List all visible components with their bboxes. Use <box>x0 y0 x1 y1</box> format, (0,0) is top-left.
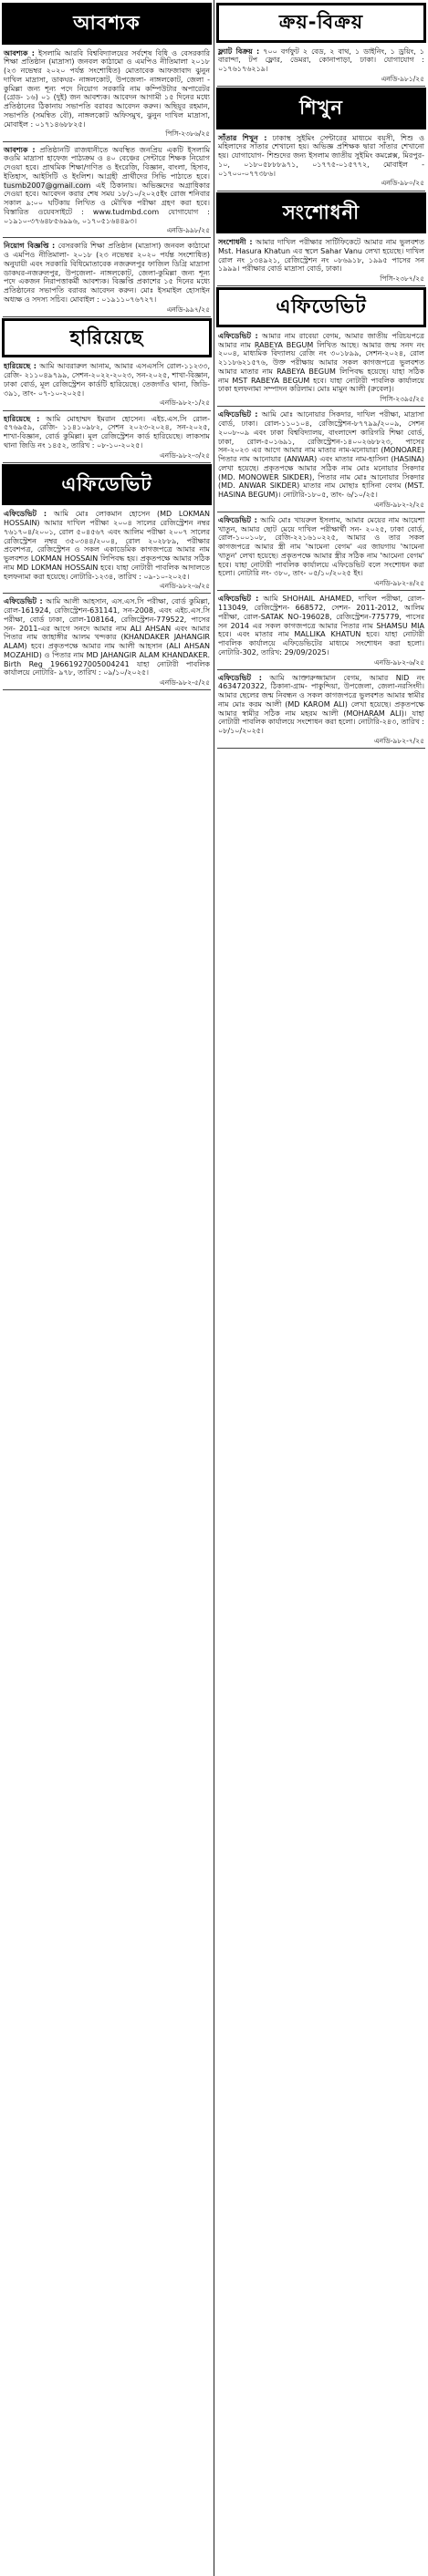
ad-wanted-1 <box>3 47 211 142</box>
ad-code: এনডি-৯৮২-৭/২৫ <box>373 736 424 745</box>
ad-affidavit-right-1 <box>217 330 425 407</box>
ad-code: এনডি-৯৮১/২৫ <box>381 74 424 83</box>
ad-text: আমি SHOHAIL AHAMED, দাখিল পরীক্ষা, রোল- 113049, রেজিস্ট্রেশন- 668572, সেশন- 2011-2012, আলিম পরীক্ষা, রোল-SATAK NO-196028, রেজিস্ট্রেশন-775779, পাসের সন 2014 এর সকল কাগজপত্রে আমার পিতার নাম SHAMSU MIA হবে। এবং মাতার নাম MALLIKA KHATUN হবে। যাহা নোটারী পাবলিক কার্যালয়ে এফিডেভিটের মাধ্যমে সংশোধন করা হলো। নোটারি-302, তারিখ: 29/09/2025। <box>218 595 427 657</box>
ad-code: পিসি-২৩৮৬/২৫ <box>165 129 210 139</box>
ad-heading: এফিডেভিট : <box>4 597 43 606</box>
ad-code: এনডি-৯৮২-৪/২৫ <box>373 579 424 588</box>
ad-heading: এফিডেভিট : <box>218 515 257 524</box>
ad-text: আমার দাখিল পরীক্ষার সার্টিফিকেটে আমার নাম ভুলবশত Mst. Hasura Khatun এর স্থলে Sahar Vanu লেখা হয়েছে। দাখিল রোল নং ১৩৪৯২১, রেজিস্ট্রেশন নং ০৮৬৯১৮, ১৯৯৫ পাসের সন ১৯৯৯। পরীক্ষার বোর্ড মাদ্রাসা বোর্ড, ঢাকা। <box>218 238 427 274</box>
ad-text: ঢাকাস্থ সুইমিং সেন্টারের মাধ্যমে বয়সী, শিশু ও মহিলাদের সাঁতার শেখানো হয়। অভিজ্ঞ প্রশিক্ষক দ্বারা সাঁতার শেখানো হয়। যোগাযোগ- শিশুদের জন্য ইসলাম জাতীয় সুইমিং কমপ্লেক্স, মিরপুর- ১০, ০১৮০৫৮৮৮৯৭১, ০১৭৭৫-০১৫৭৭২, মোবাইল - ০১৭০০-০৭৭৩৮৬। <box>218 133 427 178</box>
ad-wanted-3 <box>3 240 211 316</box>
ad-code: এনডি-৯৮২-৬/২৫ <box>159 582 210 591</box>
ad-affidavit-right-3 <box>217 514 425 591</box>
ad-text: আমি আলী আহসান, এস.এস.সি পরীক্ষা, বোর্ড কুমিল্লা, রোল-161924, রেজিস্ট্রেশন-631141, সন-2008, এবং এইচ.এস.সি পরীক্ষা, বোর্ড ঢাকা, রোল-108164, রেজিস্ট্রেশন-779522, পাসের সন- 2011-এর আগে সনদে আমার নাম ALI AHSAN এবং আমার পিতার নাম জাহাঙ্গীর আলম খন্দকার (KHANDAKER JAHANGIR ALAM) হবে। প্রকৃতপক্ষে আমার নাম আলী আহসান (ALI AHSAN MOZAHID) ও পিতার নাম MD JAHANGIR ALAM KHANDAKER. Birth Reg 19661927005004241 যাহা নোটারী পাবলিক কার্যালয়ে নোটারি- ৯৭৮, তারিখ : ০৯/১০/২০২৫। <box>4 597 213 678</box>
ad-code: এনডি-৯৮২-৫/২৫ <box>159 678 210 688</box>
ad-text: ইসলামি আরবি বিশ্ববিদ্যালয়ের সর্বশেষ বিধি ও বেসরকারি শিক্ষা প্রতিষ্ঠান (মাদ্রাসা) জনবল কাঠামো ও এমপিও নীতিমালা ২০১৮ (২৩ নভেম্বর ২০২০ পর্যন্ত সংশোধিত) মোতাবেক আফজাবাদ ঝুনুন দাখিল মাদ্রাসা, ডাকঘর- নাঙ্গলকোট, উপজেলা- নাঙ্গলকোট, জেলা - কুমিল্লা জন্য শূন্য পদে নিয়োগ সরকারি নাম কম্পিউটার অপারেটর (গ্রেড- ১৬) ০১ (দুই) জন আবশ্যক। আবেদন আগামী ১৫ দিনের মধ্যে প্রতিষ্ঠানের ঠিকানায় সভাপতি বরাবর আবেদন করুন। অছিয়ূর রহমান, সভাপতি (সমন্বিত বৌ), নাঙ্গলকোট অফিসমুখ, ঝুনুন দাখিল মাদ্রাসা, মোবাইল : ০১৭১৪৬৮৮২৫। <box>4 48 213 129</box>
ad-text: আমি আক্তারুজ্জামান বেগম, আমার NID নং 4634720322, ঠিকানা-গ্রাম- পাকুন্দিয়া, উপজেলা, জেলা-নরসিংদী। আমার ছেলের জন্ম নিবন্ধন ও সকল কাগজপত্রে ভুলবশত আমার স্বামীর নাম মোঃ করম আলী (MD KAROM ALI) লেখা হয়েছে। প্রকৃতপক্ষে আমার স্বামীর সঠিক নাম মহরম আলী (MOHARAM ALI)। যাহা নোটারী পাবলিক কার্যালয়ে সংশোধন করা হলো। নোটারি-২৪৩, তারিখ : ০৮/১০/২০২৫। <box>218 673 427 736</box>
ad-code: পিসি-২৩৮৭/২৫ <box>380 274 424 284</box>
ad-heading: হারিয়েছে : <box>4 362 37 371</box>
ad-heading: আবশ্যক : <box>4 48 35 57</box>
ad-wanted-2 <box>3 144 211 239</box>
left-column <box>3 2 211 2573</box>
ad-text: বেসরকারি শিক্ষা প্রতিষ্ঠান (মাদ্রাসা) জনবল কাঠামো ও এমপিও নীতিমালা- ২০১৮ (২৩ নভেম্বর ২০২০ পর্যন্ত সংশোধিত) অনুযায়ী এবং সরকারি বিধিমোতাবেক নজরুলপুর ফাজিল ডিগ্রি মাদ্রাসা ডাকঘর-নজরুলপুর, উপজেলা- নাঙ্গলকোট, জেলা-কুমিল্লা জন্য শূন্য পদে একজন নিরাপত্তাকর্মী আবশ্যক। বিজ্ঞপ্তি প্রকাশের ১৫ দিনের মধ্যে প্রতিষ্ঠানের সভাপতি বরাবর আবেদন করুন। মোঃ ইসমাইল হোসাইন অধ্যক্ষ ও সদস্য সচিব। মোবাইল : ০১৯১১০৭৬৭২৭। <box>4 242 213 304</box>
ad-text: আমি মোহাম্মদ ইমরান হোসেন। এইচ.এস.সি রোল- ৫৭৬৯৫৯, রেজি- ১১৪১০৯৮২, সেশন ২০২৩-২০২৪, সন-২০২৫, শাখা-বিজ্ঞান, বোর্ড কুমিল্লা। মূল রেজিস্ট্রেশন কার্ড হারিয়েছে। লাকসাম থানা জিডি নং ১৪৫২, তারিখ : ০৮-১০-২০২৫। <box>4 414 213 450</box>
section-banner-affidavit-right: এফিডেভিট <box>217 288 425 326</box>
ad-text: আমি মোঃ খায়রুল ইসলাম, আমার মেয়ের নাম আয়েশা খাতুন, আমার ছোট মেয়ে দাখিল পরীক্ষার্থী সন- ২০২৫, ঢাকা বোর্ড, রোল-১০০১০৮, রেজি-২২১৬১০২২৫, আমার ও তার সকল কাগজপত্রে আমার স্ত্রী নাম 'আমেনা বেগম' এর জায়গায় 'আমেনা খাতুন' লেখা হয়েছে। প্রকৃতপক্ষে আমার স্ত্রীর সঠিক নাম 'আমেনা বেগম' হবে। যাহা নোটারী পাবলিক কার্যালয়ে এফিডেভিট বলে সংশোধন করা হলো। নোটারি নং- ৩৮০, তাং- ০৫/১০/২০২৫ ইং। <box>218 515 427 578</box>
section-banner-buy-sell: ক্রয়-বিক্রয় <box>217 4 425 42</box>
ad-learn-1 <box>217 132 425 191</box>
ad-heading: সংশোধনী : <box>218 238 253 247</box>
ad-affidavit-right-2 <box>217 409 425 512</box>
ad-text: আমার নাম রাবেয়া বেগম, আমার জাতীয় পরিচয়পত্রে আমার নাম RABEYA BEGUM লিখিত আছে। আমার জন্ম সনদ নং ২০০৪, মাধ্যমিক বিদ্যালয় রেজি নং ৩০১৮৯৯, সেশন-২০২৪, রোল ২১১৮৬২১৫৭৬, উক্ত পরীক্ষায় আমার সকল কাগজপত্রে ভুলবশত আমার মাতার নাম RABEYA BEGUM লিপিবদ্ধ হয়েছে। যাহা সঠিক নাম MST RABEYA BEGUM হবে। যাহা নোটারী পাবলিক কার্যালয়ে ঢাকা হলফনামা সম্পাদন করিলাম। মোঃ মামুন আলী (রুবেল)। <box>218 331 427 394</box>
ad-heading: এফিডেভিট : <box>218 410 258 419</box>
ad-affidavit-left-2 <box>3 595 211 690</box>
ad-code: পিসি-২৩৯৫/২৫ <box>380 395 424 404</box>
ad-heading: এফিডেভিট : <box>218 673 262 682</box>
ad-heading: এফিডেভিট : <box>4 510 47 519</box>
ad-heading: ফ্ল্যাট বিক্রয় : <box>218 47 260 56</box>
right-column <box>217 2 425 2573</box>
section-banner-affidavit-left: এফিডেভিট <box>3 465 211 505</box>
ad-heading: এফিডেভিট : <box>218 595 259 604</box>
ad-text: প্রতিষ্ঠানটি রাজধানীতে অবস্থিত জনপ্রিয় একটি ইসলামি কওমি মাদ্রাসা হাফেজ পাঠ্যক্রম ও ৪০ বেঞ্চের সেন্টারে শিক্ষক নিয়োগ দেওয়া হবে। প্রাথমিক শিক্ষা/গণিত ও ইংরেজি, বিজ্ঞান, বাংলা, হিসাব, ইতিহাস, আইসিটি ও ইংলিশ। আগ্রহী প্রার্থীদের সিভি পাঠাতে হবে। <box>4 145 213 181</box>
ad-heading: আবশ্যক : <box>4 145 36 154</box>
ad-heading: নিয়োগ বিজ্ঞপ্তি : <box>4 242 56 251</box>
ad-text: আমি আবরারুল আনাম, আমার এসএসসি রোল-১১২৩৩, রেজি- ২১১০৪৯৭৯৯, সেশন-২০২২-২০২৩, সন-২০২৫, শাখা-বিজ্ঞান, ঢাকা বোর্ড, মূল রেজিস্ট্রেশন কার্ডটি হারিয়েছে। তেজগাঁও থানা, জিডি- ৩৯১, তাং- ০৭-১০-২০২৫। <box>4 362 213 398</box>
ad-correction-1 <box>217 236 425 286</box>
ad-affidavit-right-5 <box>217 672 425 749</box>
ad-lost-2 <box>3 413 211 463</box>
section-banner-lost: হারিয়েছে <box>3 319 211 357</box>
ad-code: এনডি-৯৮২-১/২৫ <box>159 398 210 408</box>
ad-email[interactable]: tusmb2007@gmail.com <box>4 181 91 190</box>
ad-text: আমি মোঃ লোকমান হোসেন (MD LOKMAN HOSSAIN) আমার দাখিল পরীক্ষা ২০০৪ সালের রেজিস্ট্রেশন নম্বর ৭৬১৭০৪/২০০১, রোল ৫০৪৫৬৭ এবং আলিম পরীক্ষা ২০০৭ সালের রেজিস্ট্রেশন নম্বর ৩৫০৩৪৪/২০০৪, রোল ২০২৮৮৯, পরীক্ষার প্রবেশপত্র, রেজিস্ট্রেশন ও সকল একাডেমিক কাগজপত্রে আমার নাম ভুলবশত LOKMAN HOSSAIN লিপিবদ্ধ হয়। প্রকৃতপক্ষে আমার সঠিক নাম MD LOKMAN HOSSAIN হবে। যাহা নোটারী পাবলিক আদালতে হলফনামা করা হয়েছে। নোটারি-১২৩৪, তারিখ : ০৯-১০-২০২৫। <box>4 510 213 581</box>
ad-code: এনডি-৯৮২-৬/২৫ <box>373 657 424 667</box>
ad-text: ৭০০ বর্গফুট ২ বেড, ২ বাথ, ১ ডাইনিং, ১ ড্রয়িং, ১ বারান্দা, টপ ফ্লোর, ডেমরা, কোনাপাড়া, ঢাকা। যোগাযোগ : ০১৭৬১৭৬২১৯। <box>218 47 427 74</box>
ad-code: এনডি-৯৮২-৩/২৫ <box>159 450 210 460</box>
ad-affidavit-left-1 <box>3 508 211 594</box>
ad-buy-sell-1 <box>217 46 425 87</box>
ad-heading: এফিডেভিট : <box>218 331 258 340</box>
ad-affidavit-right-4 <box>217 593 425 669</box>
ad-text-3: যোগাযোগ : ০১৯১০-৩৭৬৪৮৫৬৯৯৬, ০১৭০৫১৬৪৪৯৩। <box>4 207 213 225</box>
ad-heading: হারিয়েছে : <box>4 414 40 423</box>
section-banner-correction: সংশোধনী <box>217 193 425 233</box>
ad-text-2: এই ঠিকানায়। অভিজ্ঞদের অগ্রাধিকার দেওয়া হবে। আবেদন করার শেষ সময় ১৮/১০/২০২৫ইং রোজ শনিবার সকাল ৯:০০ ঘটিকায় লিখিত ও মৌখিক পরীক্ষা গ্রহণ করা হবে। বিস্তারিত ওয়েবসাইটে : <box>4 181 213 216</box>
section-banner-wanted: আবশ্যক <box>3 4 211 44</box>
ad-heading: সাঁতার শিখুন : <box>218 133 267 142</box>
ad-code: এনডি-৯৯৮/২৫ <box>166 226 210 235</box>
ad-code: এনডি-৯৮০/২৫ <box>381 179 424 188</box>
ad-website[interactable]: www.tudmbd.com <box>92 207 160 216</box>
ad-code: এনডি-৯৯৭/২৫ <box>166 305 210 314</box>
section-banner-learn: শিখুন <box>217 88 425 129</box>
ad-lost-1 <box>3 360 211 410</box>
ad-code: এনডি-৯৮২-২/২৫ <box>373 500 424 509</box>
ad-text: আমি মোঃ আনোয়ার সিকদার, দাখিল পরীক্ষা, মাদ্রাসা বোর্ড, ঢাকা। রোল-১১০১০৪, রেজিস্ট্রেশন-৮৭৭৯৯/২০০৯, সেশন ২০০৮-০৯ এবং ঢাকা বিশ্ববিদ্যালয়, বাংলাদেশ কারিগরি শিক্ষা বোর্ড, ঢাকা, রোল-৫০১৬৯১, রেজিস্ট্রেশন-১৪০০২৬৮৮২৩, পাসের সন-২০২৩ এর আগে আমার নাম মাতার নাম-মনোয়ারা (MONOARE) পিতার নাম আনোয়ার (ANWAR) এবং মাতার নাম-হাসিনা (HASINA) লেখা হয়েছে। প্রকৃতপক্ষে আমার সঠিক নাম মোঃ মনোয়ার সিকদার (MD. MONOWER SIKDER), পিতার নাম মোঃ আনোয়ার সিকদার (MD. ANWAR SIKDER) মাতার নাম মোছাঃ হাসিনা বেগম (MST. HASINA BEGUM)। নোটারি-১৮০৫, তাং- ৬/১০/২৫। <box>218 410 427 499</box>
